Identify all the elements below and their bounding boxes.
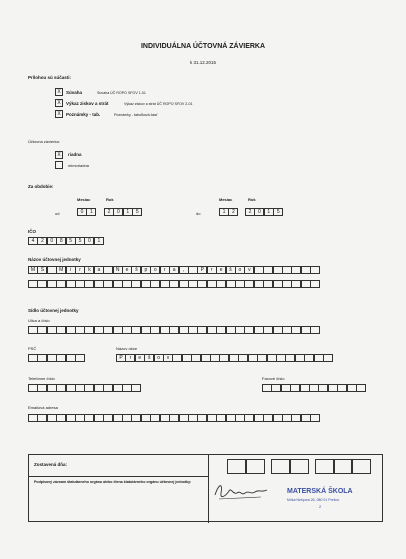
char-cell[interactable] [75,354,85,362]
char-cell[interactable]: 1 [219,208,229,216]
entity-row-2[interactable] [28,280,320,288]
ico-label: IČO [28,229,37,234]
attachments-heading: Prílohou sú súčasti: [28,75,72,80]
year-cell[interactable] [351,459,371,474]
char-cell[interactable]: o [154,354,164,362]
period-heading: Za obdobie: [28,184,54,189]
regular-checkbox[interactable]: X [55,151,63,159]
attachment-description: Poznámky - tabuľková časť [114,112,158,117]
city-cells[interactable] [116,354,333,362]
char-cell[interactable]: 1 [94,237,104,245]
to-month-label: Mesiac [219,197,233,202]
year-cell[interactable] [333,459,353,474]
phone-label: Telefónne číslo [28,376,55,381]
char-cell[interactable]: 2 [228,208,238,216]
char-cell[interactable]: 5 [132,208,142,216]
signature-scribble [211,477,271,507]
to-label: do [196,211,201,216]
address-heading: Sídlo účtovnej jednotky [28,308,79,313]
char-cell[interactable]: k [84,266,94,274]
char-cell[interactable]: o [150,266,160,274]
char-cell[interactable]: 8 [56,237,66,245]
street-label: Ulica a číslo [28,318,50,323]
char-cell[interactable]: M [28,266,38,274]
char-cell[interactable]: r [207,266,217,274]
form-title: INDIVIDUÁLNA ÚČTOVNÁ ZÁVIERKA [140,43,266,50]
email-label: Emailová adresa [28,405,58,410]
from-year-label: Rok [106,197,114,202]
char-cell[interactable] [310,280,320,288]
phone-cells[interactable] [28,384,141,392]
char-cell[interactable] [310,414,320,422]
char-cell[interactable]: v [244,266,254,274]
year-cell[interactable] [315,459,335,474]
char-cell[interactable]: r [125,354,135,362]
char-cell[interactable]: , [179,266,189,274]
attachment-name: Poznámky - tab. [66,112,101,117]
entity-row-1[interactable] [28,266,320,274]
entity-label: Názov účtovnej jednotky [28,257,81,262]
char-cell[interactable]: M [56,266,66,274]
char-cell[interactable]: o [235,266,245,274]
char-cell[interactable]: 5 [75,237,85,245]
from-label: od [55,211,60,216]
from-year-cells[interactable] [104,208,142,216]
attachment-name: Súvaha [66,90,83,95]
char-cell[interactable]: š [144,354,154,362]
to-month-cells[interactable] [219,208,238,216]
char-cell[interactable] [310,326,320,334]
signature-section [28,454,383,522]
char-cell[interactable]: 0 [113,208,123,216]
attachment-description: Výkaz ziskov a strát ÚČ ROPO SFOV 2-01 [124,101,193,106]
char-cell[interactable] [310,266,320,274]
char-cell[interactable]: 5 [273,208,283,216]
char-cell[interactable]: P [197,266,207,274]
char-cell[interactable]: Š [37,266,47,274]
day-cell[interactable] [245,459,265,474]
char-cell[interactable]: a [94,266,104,274]
prepared-label: Zostavená dňa: [34,462,68,467]
psc-cells[interactable] [28,354,85,362]
char-cell[interactable]: š [131,266,141,274]
char-cell[interactable]: 2 [104,208,114,216]
fax-cells[interactable] [262,384,366,392]
char-cell[interactable]: r [75,266,85,274]
email-cells[interactable] [28,414,320,422]
to-year-label: Rok [248,197,256,202]
extraordinary-checkbox[interactable] [55,161,63,169]
char-cell[interactable]: 4 [28,237,38,245]
char-cell[interactable]: 1 [264,208,274,216]
char-cell[interactable]: š [226,266,236,274]
char-cell[interactable]: p [141,266,151,274]
stamp-title: MATERSKÁ ŠKOLA [287,488,353,495]
attachment-checkbox[interactable]: X [55,99,63,107]
regular-label: riadna [68,152,82,157]
from-month-cells[interactable] [77,208,96,216]
attachment-checkbox[interactable]: X [55,88,63,96]
to-year-cells[interactable] [245,208,283,216]
char-cell[interactable]: v [163,354,173,362]
closing-heading: Účtovná závierka: [28,139,60,144]
char-cell[interactable]: 1 [86,208,96,216]
char-cell[interactable]: 0 [77,208,87,216]
stamp-subtitle: Mirka Nešpora 26, 080 01 Prešov [287,498,340,502]
psc-label: PSČ [28,346,37,351]
char-cell[interactable] [131,384,141,392]
ico-cells[interactable] [28,237,104,245]
prepared-date-cells[interactable] [209,455,384,477]
month-cell[interactable] [289,459,309,474]
street-cells[interactable] [28,326,320,334]
char-cell[interactable]: e [216,266,226,274]
char-cell[interactable]: a [169,266,179,274]
stamp-number: 2 [319,504,322,509]
char-cell[interactable]: 0 [254,208,264,216]
fax-label: Faxové číslo [262,376,285,381]
char-cell[interactable]: 1 [123,208,133,216]
signed-label: Podpisový záznam štatutárneho orgánu alebo člena štatutárneho orgánu účtovnej jednotky: [34,480,192,484]
char-cell[interactable]: N [113,266,123,274]
attachment-description: Súvaha ÚČ ROPO SFOV 1-01 [97,90,146,95]
char-cell[interactable]: 2 [37,237,47,245]
day-cell[interactable] [227,459,247,474]
char-cell[interactable]: i [66,266,76,274]
char-cell[interactable] [323,354,333,362]
month-cell[interactable] [271,459,291,474]
city-label: Názov obce [116,346,138,351]
char-cell[interactable]: e [135,354,145,362]
char-cell[interactable] [356,384,366,392]
char-cell[interactable]: 0 [47,237,57,245]
extraordinary-label: mimoriadna [68,163,89,168]
char-cell[interactable]: r [160,266,170,274]
char-cell[interactable]: 0 [84,237,94,245]
char-cell[interactable]: e [122,266,132,274]
closing-date: k 31.12.2015 [189,60,217,65]
char-cell[interactable]: P [116,354,126,362]
attachment-name: Výkaz ziskov a strát [66,101,109,106]
char-cell[interactable]: 2 [245,208,255,216]
attachment-checkbox[interactable]: X [55,110,63,118]
char-cell[interactable]: 5 [66,237,76,245]
from-month-label: Mesiac [77,197,91,202]
